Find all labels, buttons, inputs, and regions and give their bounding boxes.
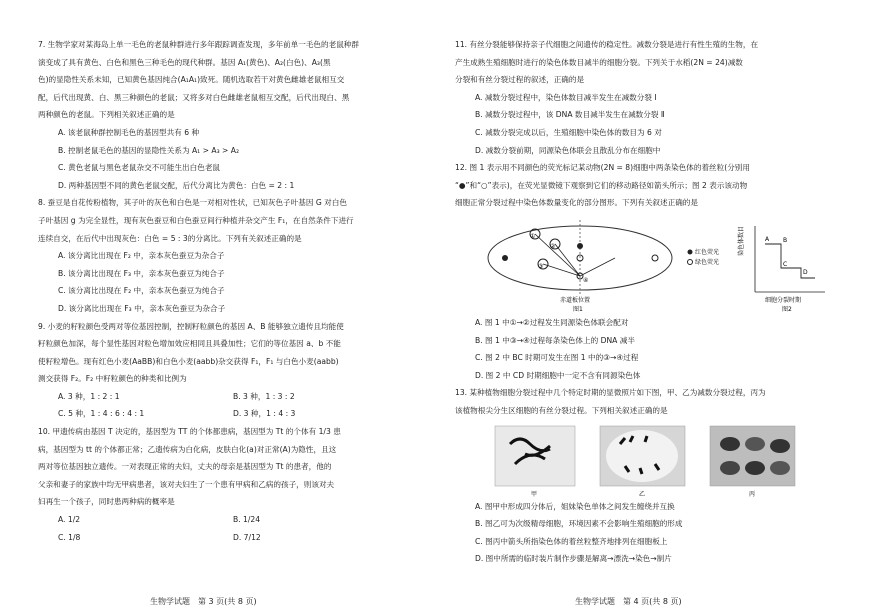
q11-option-b: B. 减数分裂过程中，该 DNA 数目减半发生在减数分裂 Ⅱ	[475, 110, 665, 120]
photo-jia	[495, 426, 575, 486]
question-10	[38, 423, 435, 546]
q9-options-row	[38, 405, 435, 423]
fig2-label-c: C	[783, 260, 788, 268]
q10-options-row	[38, 529, 435, 547]
q12-option-d: D. 图 2 中 CD 时期细胞中一定不含有同源染色体	[475, 370, 641, 380]
photo-label-jia: 甲	[531, 490, 538, 498]
fig1-legend-red: 红色荧光	[695, 248, 720, 256]
right-column	[455, 36, 853, 568]
q9-stem-line: 使籽粒增色。现有红色小麦(AaBB)和白色小麦(aabb)杂交获得 F₁，F₁ 与白色小麦(aabb)	[38, 356, 339, 366]
q11-stem-line: 11. 有丝分裂能够保持亲子代细胞之间遗传的稳定性。减数分裂是进行有性生殖的生物，在	[455, 40, 759, 49]
q7-stem-line: 配，后代出现黄、白、黑三种颜色的老鼠；又将多对白色雌雄老鼠相互交配，后代出现白、黑	[38, 92, 350, 102]
q10-stem-line: 父亲和妻子的家族中均无甲病患者，该对夫妇生了一个患有甲病和乙病的孩子，则该对夫	[38, 479, 335, 489]
q13-photos	[455, 424, 853, 498]
q7-option-a: A. 该老鼠种群控制毛色的基因型共有 6 种	[58, 127, 200, 137]
q10-stem-line: 10. 甲遗传病由基因 T 决定的，基因型为 TT 的个体都患病，基因型为 Tt 的个体有 1/3 患	[38, 427, 341, 437]
fig1-point-3: ③	[538, 262, 544, 270]
q7-stem-line: 演变成了具有黄色、白色和黑色三种毛色的现代种群。基因 A₁(黄色)、A₂(白色)、A₃(黑	[38, 57, 331, 67]
q13-photos-svg	[455, 424, 853, 498]
q7-stem-line: 两种颜色的老鼠。下列相关叙述正确的是	[38, 110, 175, 120]
q13-stem-line: 该植物根尖分生区细胞的有丝分裂过程。下列相关叙述正确的是	[455, 405, 668, 415]
q8-option-a: A. 该分离比出现在 F₂ 中，亲本灰色蚕豆为杂合子	[58, 251, 225, 261]
fig2-label-a: A	[765, 235, 770, 243]
q9-stem-line: 测交获得 F₂。F₂ 中籽粒颜色的种类和比例为	[38, 374, 187, 384]
fig1-point-1: ①	[530, 232, 536, 240]
fig2-ylabel: 染色体数目	[738, 225, 745, 256]
photo-label-bing: 丙	[749, 490, 756, 498]
q12-stem-line: 细胞正常分裂过程中染色体数量变化的部分图形。下列有关叙述正确的是	[455, 198, 698, 208]
fig1-caption: 图1	[573, 305, 583, 312]
q11-option-c: C. 减数分裂完成以后，生殖细胞中染色体的数目为 6 对	[475, 127, 662, 137]
q13-option-a: A. 图甲中形成四分体后，姐妹染色单体之间发生缠绕并互换	[475, 501, 675, 511]
photo-yi	[600, 426, 685, 486]
question-9	[38, 318, 435, 424]
q7-option-d: D. 两种基因型不同的黄色老鼠交配，后代分离比为黄色：白色 = 2 : 1	[58, 180, 295, 190]
q9-option-b: B. 3 种，1 : 3 : 2	[233, 391, 295, 401]
page-4	[435, 0, 870, 615]
q11-option-d: D. 减数分裂前期，同源染色体联会且散乱分布在细胞中	[475, 145, 661, 155]
q8-stem-line: 8. 蚕豆是自花传粉植物，其子叶的灰色和白色是一对相对性状，已知灰色子叶基因 G 对白色	[38, 198, 347, 208]
q11-option-a: A. 减数分裂过程中，染色体数目减半发生在减数分裂 Ⅰ	[475, 92, 657, 102]
photo-label-yi: 乙	[639, 490, 646, 498]
q7-stem-line: 7. 生物学家对某海岛上单一毛色的老鼠种群进行多年跟踪调查发现，多年前单一毛色的老鼠种群	[38, 40, 359, 49]
q12-option-c: C. 图 2 中 BC 时期可发生在图 1 中的③→④过程	[475, 353, 639, 363]
photo-bing	[710, 426, 795, 486]
q12-figures	[455, 216, 853, 312]
question-12	[455, 159, 853, 384]
q12-figures-svg	[455, 216, 853, 312]
fig2-caption: 图2	[782, 305, 792, 312]
page-footer-left: 生物学试题 第 3 页(共 8 页)	[150, 597, 257, 606]
page-footer-right: 生物学试题 第 4 页(共 8 页)	[575, 597, 682, 606]
question-11	[455, 36, 853, 159]
fig1-point-4: ④	[583, 276, 589, 284]
q10-stem-line: 两对等位基因独立遗传。一对表现正常的夫妇，丈夫的母亲是基因型为 Tt 的患者，他的	[38, 462, 332, 472]
question-8	[38, 194, 435, 317]
q9-option-a: A. 3 种，1 : 2 : 1	[58, 391, 120, 401]
q8-option-b: B. 该分离比出现在 F₃ 中，亲本灰色蚕豆为纯合子	[58, 268, 225, 278]
q7-option-b: B. 控制老鼠毛色的基因的显隐性关系为 A₁ > A₃ > A₂	[58, 145, 240, 155]
question-13	[455, 384, 853, 568]
q9-stem-line: 籽粒颜色加深，每个显性基因对粒色增加效应相同且具叠加性；它们的等位基因 a、b 不能	[38, 339, 341, 349]
q10-option-a: A. 1/2	[58, 515, 81, 525]
fig1-legend-green: 绿色荧光	[695, 258, 720, 266]
q10-stem-line: 病，基因型为 tt 的个体都正常；乙遗传病为白化病，皮肤白化(a)对正常(A)为隐性，且这	[38, 444, 337, 454]
q8-option-d: D. 该分离比出现在 F₃ 中，亲本灰色蚕豆为杂合子	[58, 303, 226, 313]
q12-option-b: B. 图 1 中③→④过程每条染色体上的 DNA 减半	[475, 335, 635, 345]
q8-stem-line: 连续自交，在后代中出现灰色：白色 = 5 : 3的分离比。下列有关叙述正确的是	[38, 233, 302, 243]
q13-option-c: C. 图丙中箭头所指染色体的着丝粒整齐地排列在细胞板上	[475, 536, 668, 546]
q9-stem-line: 9. 小麦的籽粒颜色受两对等位基因控制，控制籽粒颜色的基因 A、B 能够独立遗传且均能使	[38, 321, 344, 331]
q10-stem-line: 妇再生一个孩子，同时患两种病的概率是	[38, 497, 175, 507]
q13-option-d: D. 图中所需的临时装片制作步骤是解离→漂洗→染色→制片	[475, 554, 672, 564]
q8-option-c: C. 该分离比出现在 F₂ 中，亲本灰色蚕豆为纯合子	[58, 286, 225, 296]
q7-option-c: C. 黄色老鼠与黑色老鼠杂交不可能生出白色老鼠	[58, 163, 221, 173]
q11-stem-line: 分裂和有丝分裂过程的叙述，正确的是	[455, 75, 585, 85]
q8-stem-line: 子叶基因 g 为完全显性，现有灰色蚕豆和白色蚕豆间行种植并杂交产生 F₁，在自然条件下进行	[38, 215, 354, 225]
fig1-point-2: ②	[550, 242, 556, 250]
q10-option-c: C. 1/8	[58, 532, 81, 542]
figure-1-cell-diagram	[488, 220, 693, 296]
q12-option-a: A. 图 1 中①→②过程发生同源染色体联会配对	[475, 317, 629, 327]
q9-options-row	[38, 388, 435, 406]
fig2-label-b: B	[783, 236, 788, 244]
q11-stem-line: 产生成熟生殖细胞时进行的染色体数目减半的细胞分裂。下列关于水稻(2N = 24)减数	[455, 57, 743, 67]
q9-option-c: C. 5 种，1 : 4 : 6 : 4 : 1	[58, 409, 145, 419]
fig2-label-d: D	[803, 268, 808, 276]
q12-stem-line: 12. 图 1 表示用不同颜色的荧光标记某动物(2N = 8)细胞中两条染色体的着丝粒(分别用	[455, 163, 750, 173]
q13-stem-line: 13. 某种植物细胞分裂过程中几个特定时期的显微照片如下图，甲、乙为减数分裂过程，丙为	[455, 388, 766, 398]
fig2-xlabel: 细胞分裂时期	[765, 296, 802, 304]
q10-option-d: D. 7/12	[233, 532, 261, 542]
q10-options-row	[38, 511, 435, 529]
q13-option-b: B. 图乙可为次级精母细胞，环境因素不会影响生殖细胞的形成	[475, 519, 683, 529]
fig1-xlabel: 赤道板位置	[560, 296, 591, 304]
q7-stem-line: 色)的显隐性关系未知，已知黄色基因纯合(A₁A₁)致死。随机选取若干对黄色雌雄老鼠相互交	[38, 75, 345, 85]
question-7	[38, 36, 435, 194]
q10-option-b: B. 1/24	[233, 515, 261, 525]
left-column	[38, 36, 435, 546]
q9-option-d: D. 3 种，1 : 4 : 3	[233, 409, 296, 419]
q12-stem-line: “●”和“○”表示)，在荧光显微镜下观察到它们的移动路径如箭头所示；图 2 表示该动物	[455, 180, 748, 190]
